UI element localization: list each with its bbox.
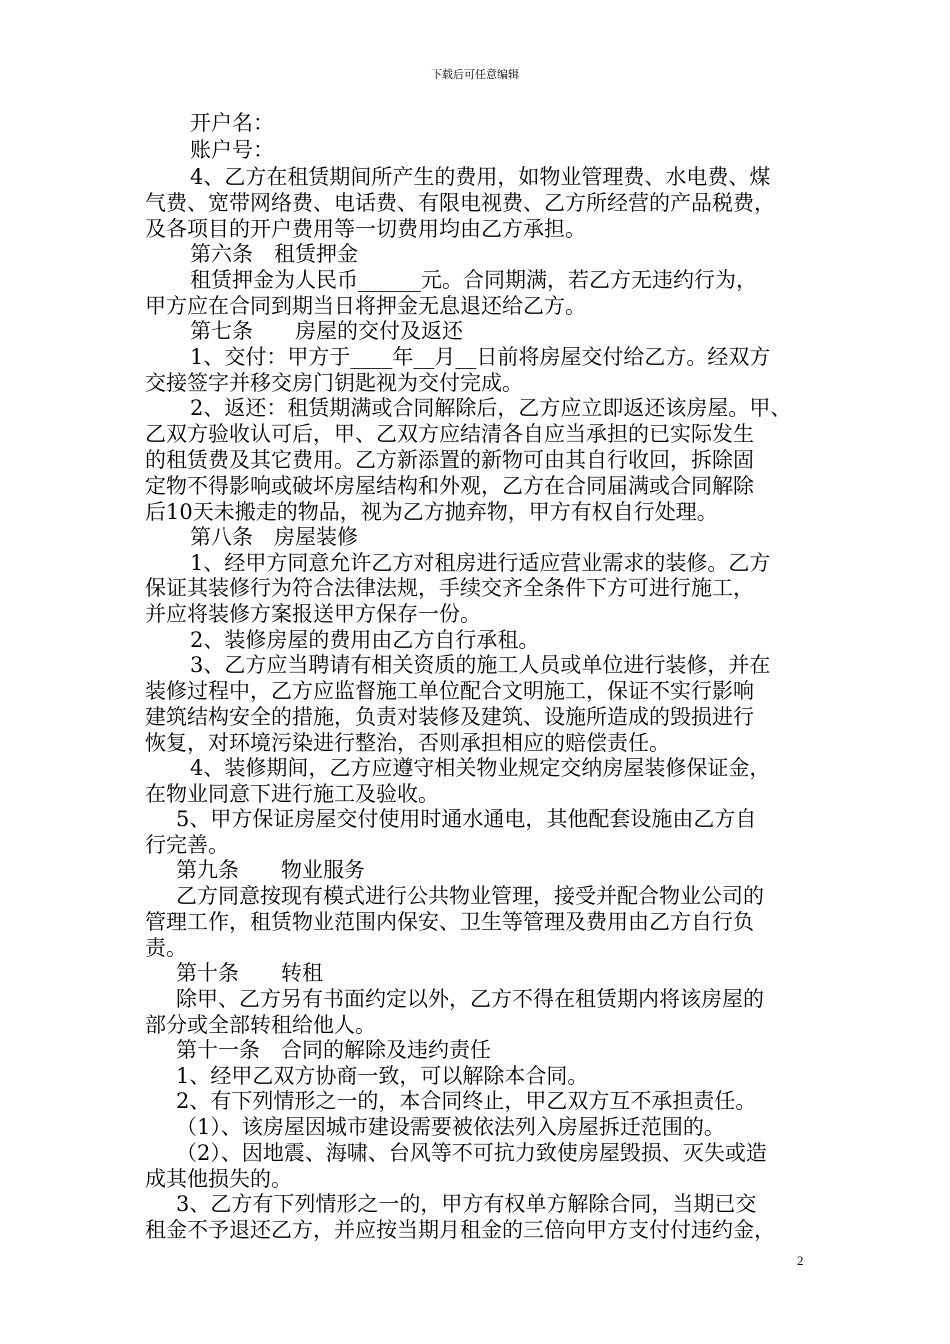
text-line: （1）、该房屋因城市建设需要被依法列入房屋拆迁范围的。 xyxy=(176,1115,725,1139)
text-line: 责。 xyxy=(145,936,187,960)
text-line: 后10天未搬走的物品，视为乙方抛弃物，甲方有权自行处理。 xyxy=(145,500,718,524)
text-line: 装修过程中，乙方应监督施工单位配合文明施工，保证不实行影响 xyxy=(145,679,754,703)
text-line: 2、装修房屋的费用由乙方自行承租。 xyxy=(190,628,540,652)
text-line: 4、装修期间，乙方应遵守相关物业规定交纳房屋装修保证金， xyxy=(190,756,771,780)
text-line: 乙方同意按现有模式进行公共物业管理，接受并配合物业公司的 xyxy=(176,884,764,908)
text-line: （2）、因地震、海啸、台风等不可抗力致使房屋毁损、灭失或造 xyxy=(176,1141,767,1165)
text-line: 行完善。 xyxy=(145,833,229,857)
text-line: 的租赁费及其它费用。乙方新添置的新物可由其自行收回，拆除固 xyxy=(145,448,754,472)
text-line: 乙双方验收认可后，甲、乙双方应结清各自应当承担的已实际发生 xyxy=(145,422,754,446)
text-line: 第十条 转租 xyxy=(176,961,323,985)
text-line: 第六条 租赁押金 xyxy=(190,242,358,266)
text-line: 3、乙方有下列情形之一的，甲方有权单方解除合同，当期已交 xyxy=(176,1192,757,1216)
text-line: 第八条 房屋装修 xyxy=(190,525,358,549)
text-line: 2、有下列情形之一的，本合同终止，甲乙双方互不承担责任。 xyxy=(176,1089,757,1113)
text-line: 定物不得影响或破坏房屋结构和外观，乙方在合同届满或合同解除 xyxy=(145,474,754,498)
page-header: 下载后可任意编辑 xyxy=(431,68,519,81)
text-line: 1、经甲乙双方协商一致，可以解除本合同。 xyxy=(176,1064,589,1088)
text-line: 第十一条 合同的解除及违约责任 xyxy=(176,1038,491,1062)
text-line: 建筑结构安全的措施，负责对装修及建筑、设施所造成的毁损进行 xyxy=(145,705,754,729)
text-line: 开户名： xyxy=(190,111,274,135)
page-number: 2 xyxy=(797,1253,804,1268)
text-line: 在物业同意下进行施工及验收。 xyxy=(145,782,439,806)
text-line: 部分或全部转租给他人。 xyxy=(145,1013,376,1037)
text-line: 租赁押金为人民币______元。合同期满，若乙方无违约行为， xyxy=(190,268,757,292)
text-line: 甲方应在合同到期当日将押金无息退还给乙方。 xyxy=(145,294,586,318)
text-line: 管理工作，租赁物业范围内保安、卫生等管理及费用由乙方自行负 xyxy=(145,910,754,934)
text-line: 3、乙方应当聘请有相关资质的施工人员或单位进行装修，并在 xyxy=(190,653,771,677)
text-line: 及各项目的开户费用等一切费用均由乙方承担。 xyxy=(145,217,586,241)
text-line: 账户号： xyxy=(190,138,274,162)
text-line: 交接签字并移交房门钥匙视为交付完成。 xyxy=(145,371,523,395)
text-line: 4、乙方在租赁期间所产生的费用，如物业管理费、水电费、煤 xyxy=(190,165,771,189)
text-line: 成其他损失的。 xyxy=(145,1167,292,1191)
text-line: 第九条 物业服务 xyxy=(176,858,365,882)
text-line: 气费、宽带网络费、电话费、有限电视费、乙方所经营的产品税费， xyxy=(145,191,775,215)
text-line: 第七条 房屋的交付及返还 xyxy=(190,319,463,343)
text-line: 恢复，对环境污染进行整治，否则承担相应的赔偿责任。 xyxy=(145,731,670,755)
text-line: 1、经甲方同意允许乙方对租房进行适应营业需求的装修。乙方 xyxy=(190,551,771,575)
text-line: 并应将装修方案报送甲方保存一份。 xyxy=(145,602,481,626)
text-line: 5、甲方保证房屋交付使用时通水通电，其他配套设施由乙方自 xyxy=(176,807,757,831)
text-line: 1、交付：甲方于____年__月__日前将房屋交付给乙方。经双方 xyxy=(190,345,771,369)
text-line: 租金不予退还乙方，并应按当期月租金的三倍向甲方支付付违约金， xyxy=(145,1218,775,1242)
text-line: 保证其装修行为符合法律法规，手续交齐全条件下方可进行施工， xyxy=(145,576,754,600)
text-line: 除甲、乙方另有书面约定以外，乙方不得在租赁期内将该房屋的 xyxy=(176,987,764,1011)
text-line: 2、返还：租赁期满或合同解除后，乙方应立即返还该房屋。甲、 xyxy=(190,396,792,420)
